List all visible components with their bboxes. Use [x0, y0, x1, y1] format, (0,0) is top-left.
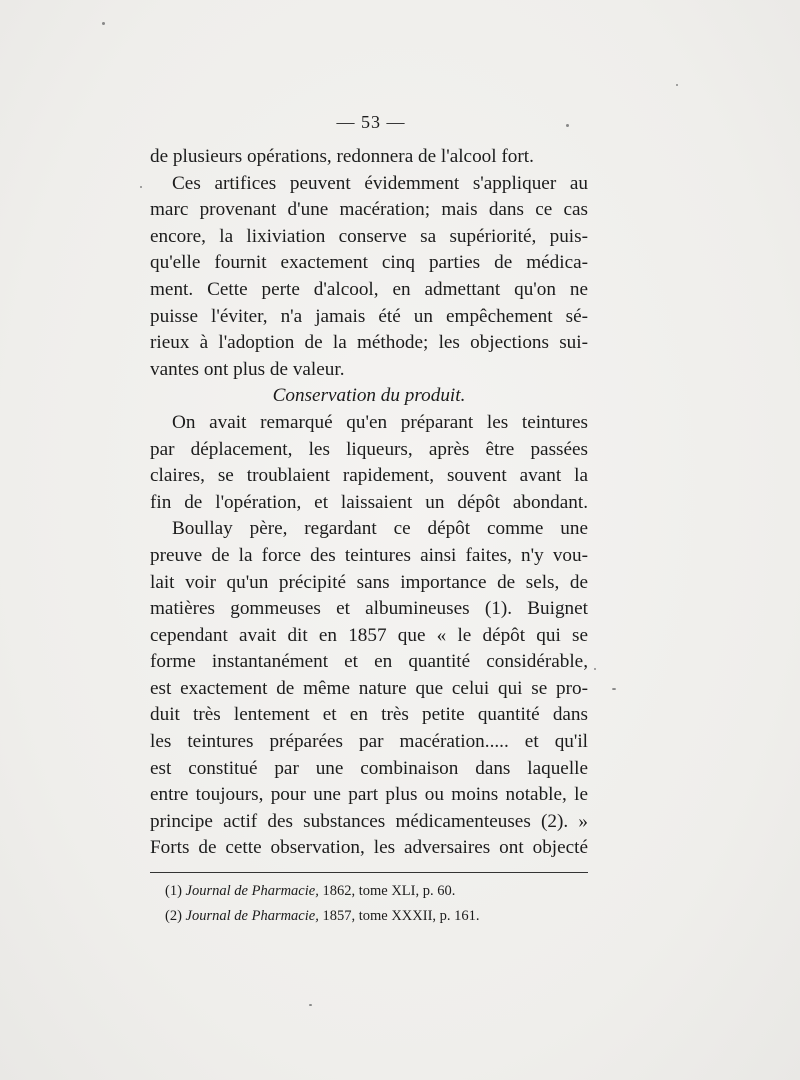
text-line: entre toujours, pour une part plus ou moins notable, le	[150, 784, 588, 806]
scan-speck	[102, 22, 105, 25]
text-line: par déplacement, les liqueurs, après être passées	[150, 438, 588, 460]
footnote-2	[165, 904, 588, 929]
text-line: duit très lentement et en très petite quantité dans	[150, 704, 588, 726]
scan-speck	[309, 1004, 312, 1006]
footnote-reference: 1862, tome XLI, p. 60.	[322, 883, 456, 899]
text-line: encore, la lixiviation conserve sa supériorité, puis-	[150, 225, 588, 247]
body-text	[150, 144, 588, 862]
text-line: On avait remarqué qu'en préparant les teintures	[172, 411, 588, 433]
page-number: — 53 —	[336, 112, 406, 132]
text-line: preuve de la force des teintures ainsi faites, n'y vou-	[150, 544, 588, 566]
text-line: ment. Cette perte d'alcool, en admettant qu'on ne	[150, 278, 588, 300]
footnote-journal: Journal de Pharmacie,	[185, 908, 319, 924]
text-line: de plusieurs opérations, redonnera de l'alcool fort.	[150, 146, 534, 167]
text-line: principe actif des substances médicamenteuses (2). »	[150, 810, 588, 832]
text-line: claires, se troublaient rapidement, souvent avant la	[150, 465, 588, 487]
text-line: vantes ont plus de valeur.	[150, 358, 345, 380]
footnote-rule	[150, 872, 588, 873]
text-line: Boullay père, regardant ce dépôt comme une	[172, 518, 588, 540]
text-line: matières gommeuses et albumineuses (1). Buignet	[150, 598, 588, 620]
text-line: Forts de cette observation, les adversaires ont objecté	[150, 837, 588, 859]
scan-speck	[594, 668, 596, 670]
text-line: rieux à l'adoption de la méthode; les objections sui-	[150, 332, 588, 354]
footnote-reference: 1857, tome XXXII, p. 161.	[322, 908, 480, 924]
footnote-journal: Journal de Pharmacie,	[185, 883, 319, 899]
footnotes	[165, 879, 588, 929]
text-line: marc provenant d'une macération; mais dans ce cas	[150, 199, 588, 221]
scan-speck	[566, 124, 569, 127]
footnote-1	[165, 879, 588, 904]
text-line: puisse l'éviter, n'a jamais été un empêchement sé-	[150, 305, 588, 327]
text-line: est constitué par une combinaison dans laquelle	[150, 757, 588, 779]
text-line: fin de l'opération, et laissaient un dépôt abondant.	[150, 491, 588, 513]
text-line: cependant avait dit en 1857 que « le dépôt qui se	[150, 624, 588, 646]
text-line: Ces artifices peuvent évidemment s'appliquer au	[172, 172, 588, 194]
scan-speck	[140, 186, 142, 188]
text-line: qu'elle fournit exactement cinq parties de médica-	[150, 252, 588, 274]
text-line: forme instantanément et en quantité considérable,	[150, 651, 588, 673]
scan-speck	[612, 688, 616, 690]
footnote-marker: (1)	[165, 883, 182, 899]
text-line: est exactement de même nature que celui qui se pro-	[150, 677, 588, 699]
footnote-marker: (2)	[165, 908, 182, 924]
scan-speck	[676, 84, 678, 86]
text-line: lait voir qu'un précipité sans importance de sels, de	[150, 571, 588, 593]
text-line: les teintures préparées par macération..... et qu'il	[150, 731, 588, 753]
section-heading: Conservation du produit.	[272, 385, 466, 407]
